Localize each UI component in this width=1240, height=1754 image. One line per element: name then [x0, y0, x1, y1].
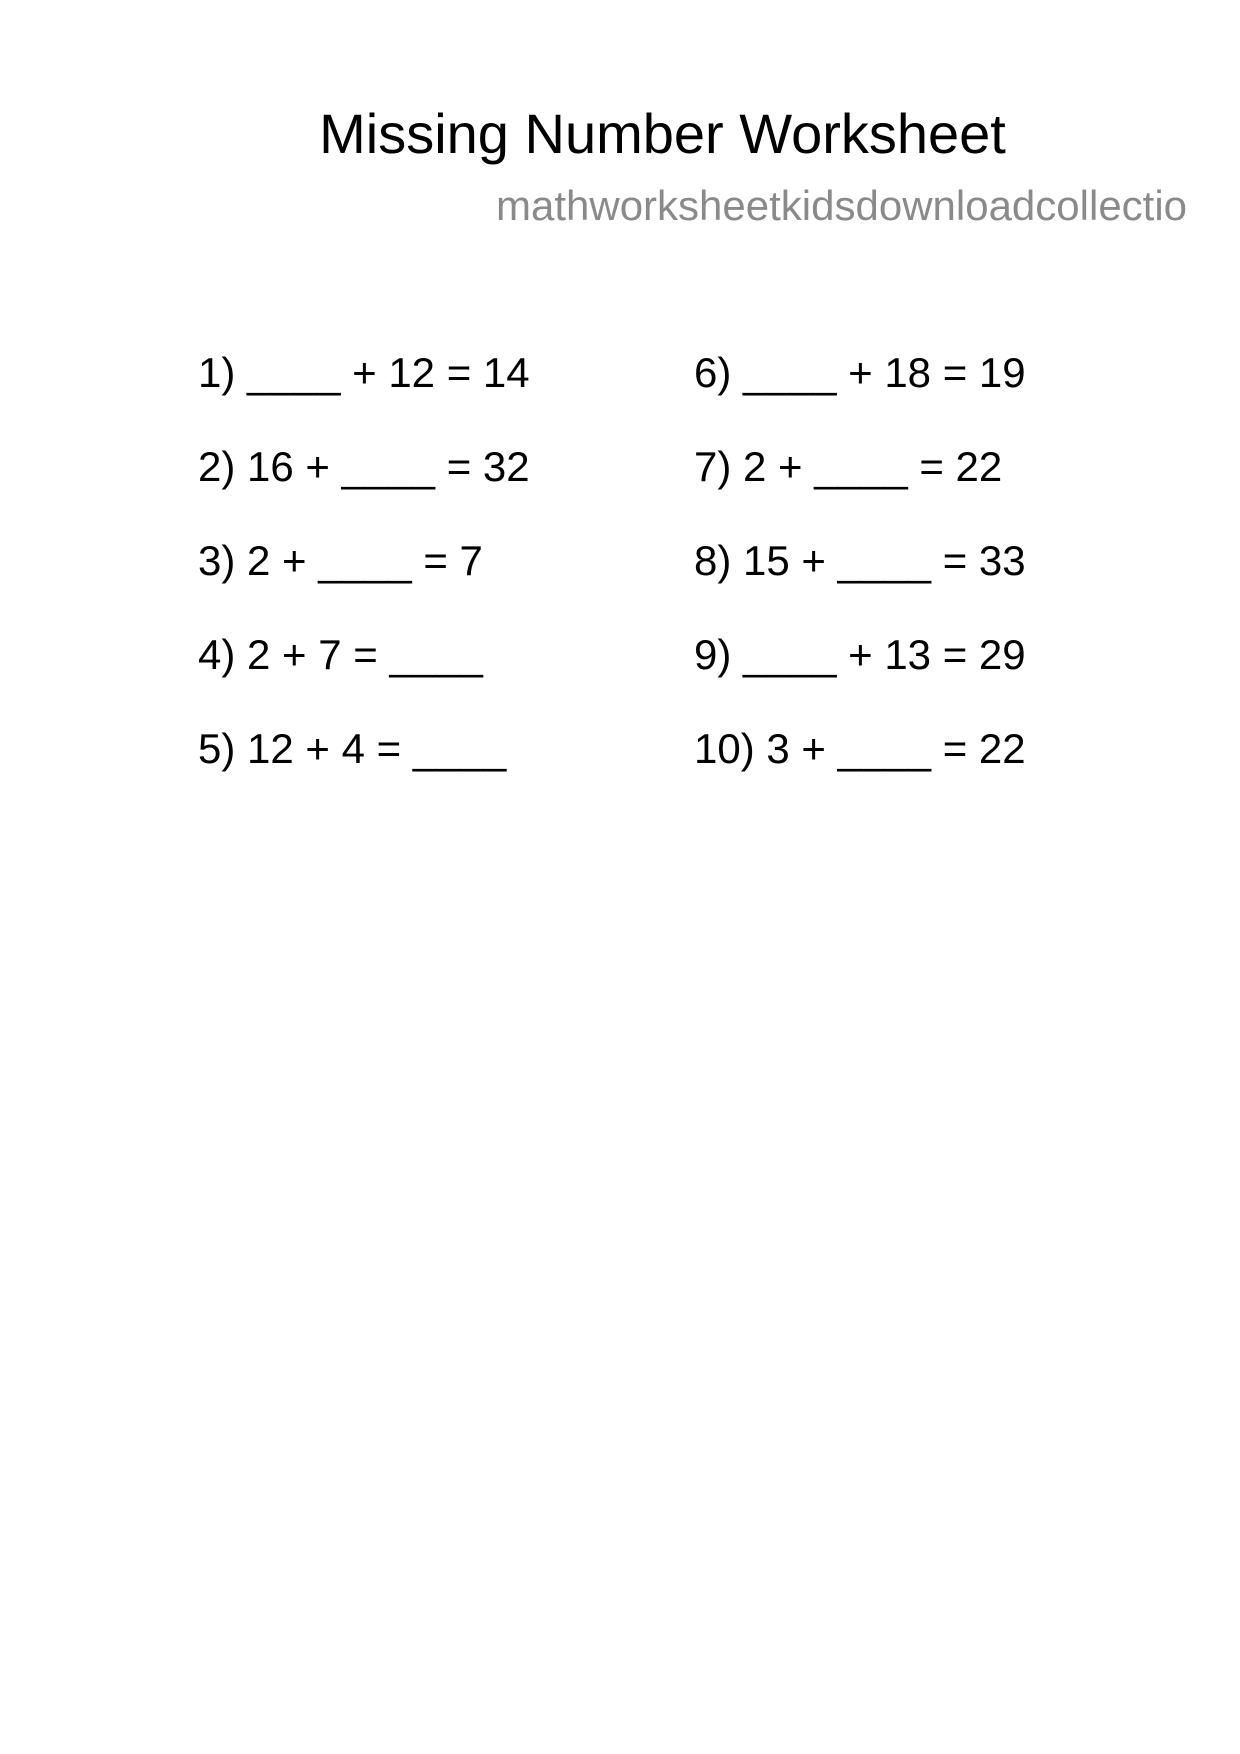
problem-1: 1) ____ + 12 = 14 — [198, 349, 530, 396]
problem-4: 4) 2 + 7 = ____ — [198, 631, 483, 678]
problem-7: 7) 2 + ____ = 22 — [694, 443, 1003, 490]
problem-5: 5) 12 + 4 = ____ — [198, 725, 507, 772]
problem-8: 8) 15 + ____ = 33 — [694, 537, 1026, 584]
problem-9: 9) ____ + 13 = 29 — [694, 631, 1026, 678]
problem-2: 2) 16 + ____ = 32 — [198, 443, 530, 490]
page-title: Missing Number Worksheet — [319, 102, 1006, 165]
problem-10: 10) 3 + ____ = 22 — [694, 725, 1026, 772]
watermark-text: mathworksheetkidsdownloadcollectio — [496, 182, 1188, 229]
problem-6: 6) ____ + 18 = 19 — [694, 349, 1026, 396]
problem-3: 3) 2 + ____ = 7 — [198, 537, 483, 584]
